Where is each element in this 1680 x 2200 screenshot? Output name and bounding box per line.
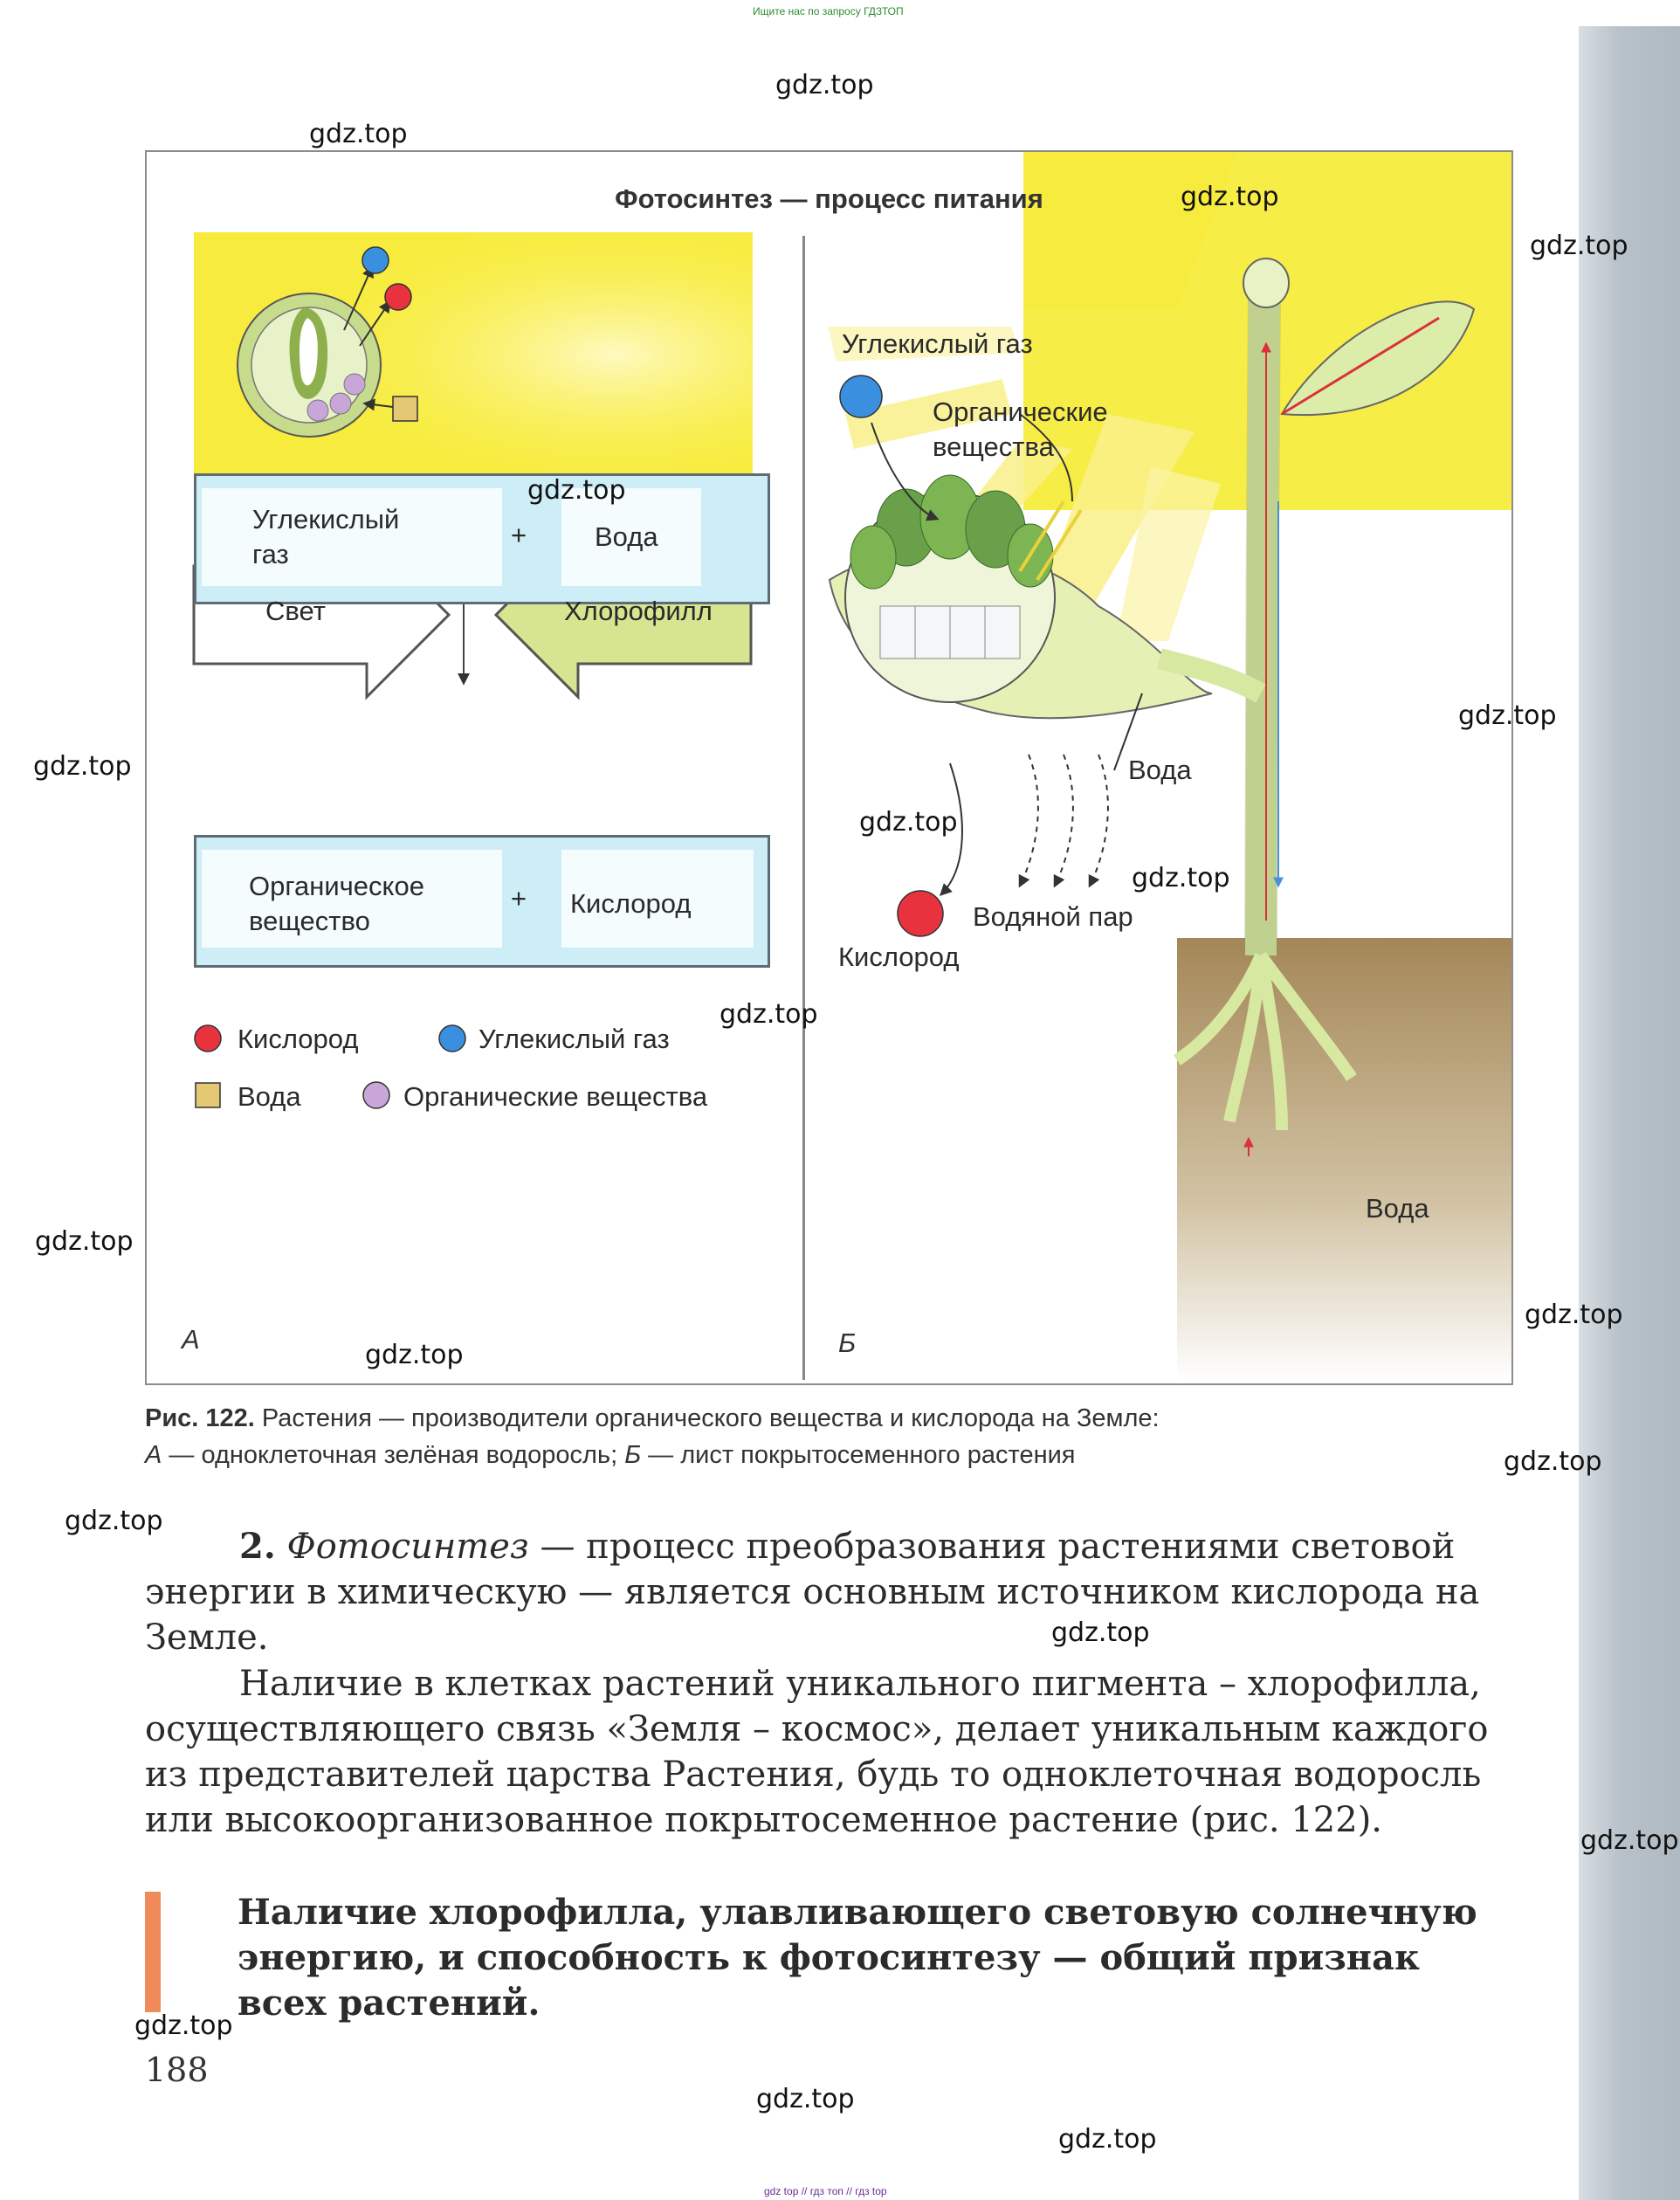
- watermark: gdz.top: [720, 999, 818, 1030]
- caption-a: А: [145, 1441, 162, 1470]
- paragraph-2: Наличие в клетках растений уникального пигмента – хлорофилла, осуществляющего связь «Земля – космос», делает уникальным каждого из представителей царства Растения, будь то одноклеточная водоросль или высокоорганизованное покрытосеменное растение (рис. 122).: [145, 1664, 1489, 1840]
- vapor-label: Водяной пар: [973, 901, 1133, 932]
- page-number: 188: [145, 2051, 209, 2089]
- alga-cell-icon: [238, 293, 381, 437]
- watermark: gdz.top: [1504, 1446, 1602, 1477]
- caption-text: Растения — производители органического вещества и кислорода на Земле:: [261, 1404, 1160, 1432]
- caption-line-1: [145, 1400, 1455, 1437]
- watermark: gdz.top: [775, 70, 874, 100]
- plus-sign: +: [511, 520, 527, 550]
- watermark: gdz.top: [1458, 700, 1557, 731]
- figure-caption: [145, 1400, 1455, 1473]
- panel-divider: [802, 236, 805, 1380]
- watermark: gdz.top: [65, 1506, 163, 1536]
- organic-label-b: Органические вещества: [933, 397, 1108, 463]
- watermark: gdz.top: [365, 1340, 464, 1370]
- watermark: gdz.top: [527, 475, 626, 506]
- oxygen-ball-icon: [898, 891, 943, 936]
- legend-water-icon: [196, 1083, 220, 1107]
- vapor-arrows: [1020, 755, 1108, 886]
- chlorophyll-label: Хлорофилл: [564, 596, 713, 626]
- page-edge: [1579, 26, 1680, 2200]
- watermark: gdz.top: [1580, 1825, 1679, 1856]
- co2-label-b: Углекислый газ: [842, 328, 1033, 359]
- co2-ball-icon: [840, 376, 882, 417]
- caption-a-text: — одноклеточная зелёная водоросль;: [169, 1441, 618, 1470]
- watermark: gdz.top: [1132, 863, 1230, 893]
- light-label: Свет: [265, 596, 326, 626]
- oxygen-molecule-icon: [385, 284, 411, 310]
- watermark: gdz.top: [859, 807, 958, 838]
- legend-oxygen-icon: [195, 1025, 221, 1052]
- legend-oxygen-label: Кислород: [238, 1024, 359, 1054]
- figure-title: Фотосинтез — процесс питания: [615, 183, 1043, 214]
- co2-box-label: Углекислый газ: [252, 504, 400, 570]
- reactants-box: [194, 473, 770, 604]
- panel-b-letter: Б: [838, 1328, 857, 1358]
- site-note-top: Ищите нас по запросу ГДЗТОП: [753, 5, 904, 17]
- watermark: gdz.top: [1530, 231, 1628, 261]
- watermark: gdz.top: [1058, 2124, 1157, 2155]
- oxygen-label-b: Кислород: [838, 941, 960, 972]
- site-note-bottom: gdz top // гдз топ // гдз top: [764, 2185, 887, 2197]
- watermark: gdz.top: [1051, 1617, 1150, 1648]
- caption-line-2: [145, 1437, 1455, 1473]
- root-water-label: Вода: [1366, 1193, 1429, 1224]
- plus-sign-2: +: [511, 883, 527, 914]
- para1-number: 2.: [239, 1526, 276, 1567]
- watermark: gdz.top: [33, 751, 132, 782]
- watermark: gdz.top: [35, 1226, 134, 1257]
- paragraph-1: [145, 1524, 1512, 1660]
- oxygen-box-label: Кислород: [570, 888, 692, 919]
- water-square-icon: [393, 397, 417, 421]
- watermark: gdz.top: [309, 119, 408, 149]
- legend-water-label: Вода: [238, 1081, 301, 1112]
- bud-icon: [1243, 259, 1289, 307]
- co2-molecule-icon: [362, 247, 389, 273]
- watermark: gdz.top: [756, 2084, 855, 2114]
- figure-122: [145, 150, 1513, 1385]
- para1-term: Фотосинтез: [286, 1527, 529, 1567]
- caption-b-text: — лист покрытосеменного растения: [648, 1441, 1076, 1470]
- watermark: gdz.top: [1525, 1300, 1623, 1330]
- legend-co2-icon: [439, 1025, 465, 1052]
- caption-label: Рис. 122.: [145, 1404, 255, 1432]
- watermark: gdz.top: [1181, 182, 1279, 212]
- legend-co2-label: Углекислый газ: [479, 1024, 670, 1054]
- highlight-bar: [145, 1892, 161, 2012]
- products-box: [194, 835, 770, 968]
- panel-a-letter: А: [182, 1324, 200, 1355]
- watermark: gdz.top: [134, 2010, 233, 2041]
- organic-box-label: Органическое вещество: [249, 871, 424, 937]
- caption-b: Б: [624, 1441, 642, 1470]
- legend-organic-label: Органические вещества: [403, 1081, 708, 1112]
- highlight-statement: Наличие хлорофилла, улавливающего световую солнечную энергию, и способность к фотосинтезу — общий признак всех растений.: [238, 1892, 1477, 2024]
- water-label-b: Вода: [1128, 755, 1192, 785]
- figure-illustration: [147, 152, 1511, 1383]
- water-box-label: Вода: [595, 521, 658, 552]
- legend-organic-icon: [363, 1082, 389, 1108]
- para1-text: — процесс преобразования растениями световой энергии в химическую — является основным источником кислорода на Земле.: [145, 1527, 1480, 1658]
